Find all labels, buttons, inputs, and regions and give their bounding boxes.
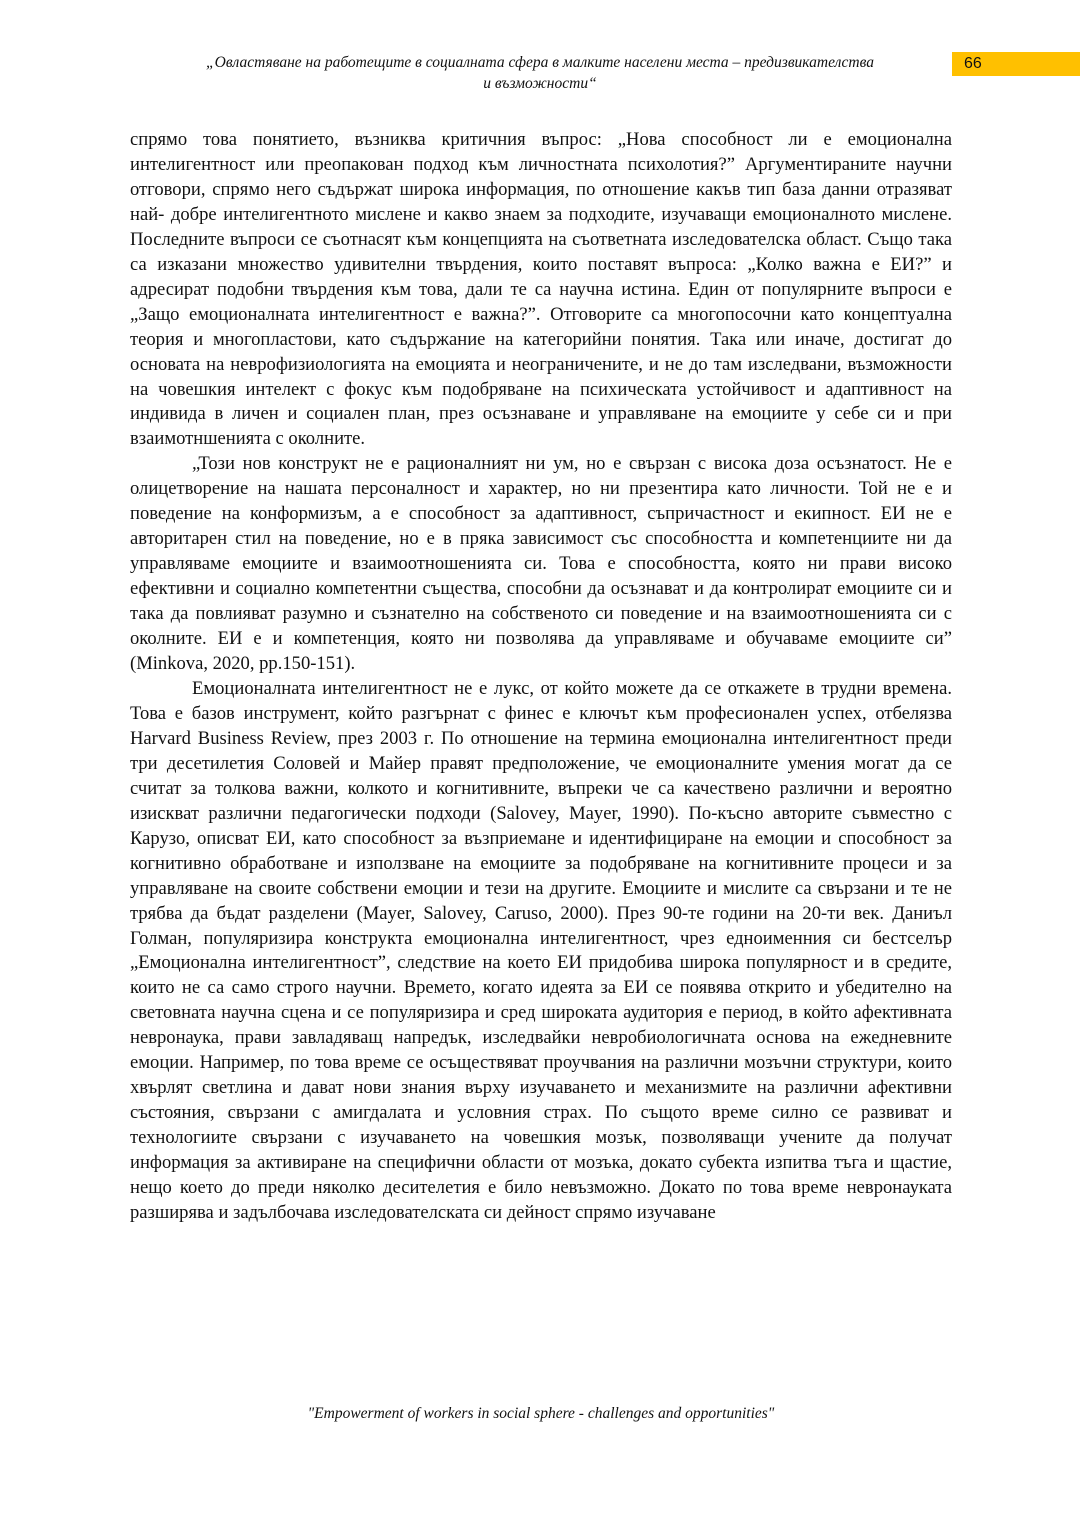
header-title-line-1: „Овластяване на работещите в социалната сфера в малките населени места – предизвикателства — [206, 54, 874, 71]
paragraph-1: спрямо това понятието, възниква критичния въпрос: „Нова способност ли е емоционална интелигентност или преопакован подход към личностната психолотия?” Аргументираните научни отговори, спрямо него съдържат широка информация, по отношение какъв тип база данни отразяват най- добре интелигентното мислене и какво знаем за подходите, изучаващи емоционалното мислене. Последните въпроси се съотнасят към концепцията на съответната изследователска област. Също така са изказани множество удивителни твърдения, които поставят въпроса: „Колко важна е ЕИ?” и адресират подобни твърдения към това, дали те са научна истина. Един от популярните въпроси е „Защо емоционалната интелигентност е важна?”. Отговорите са многопосочни като концептуална теория и многопластови, като съдържание на категорийни понятия. Така или иначе, достигат до основата на неврофизиологията на емоцията и неограничените, и не до там изследвани, възможности на човешкия интелект с фокус към подобряване на психическата устойчивост и адаптивност на индивида в личен и социален план, през осъзнаване и управляване на емоциите у себе си и при взаимотншенията с околните. — [130, 129, 952, 450]
page-number-badge: 66 — [952, 52, 1080, 76]
paragraph-2-quote: „Този нов конструкт не е рационалният ни ум, но е свързан с висока доза осъзнатост. Не е олицетворение на нашата персоналност и характер, но ни презентира като личности. Той не е и поведение на конформизъм, а е способност за адаптивност, съпричастност и екипност. ЕИ не е авторитарен стил на поведение, но е в пряка зависимост със способността и компетенциите ни да управляваме емоциите и взаимоотношенията си. Това е способността, която ни прави високо ефективни и социално компетентни същества, способни да осъзнават и да контролират емоциите си и така да повлияват разумно и съзнателно на собственото си поведение и на взаимоотношенията си с околните. ЕИ е и компетенция, която ни позволява да управляваме и обучаваме емоциите си” (Minkova, 2020, pp.150-151). — [130, 453, 952, 675]
header-title-line-2: и възможности“ — [483, 75, 597, 92]
running-footer: "Empowerment of workers in social sphere - challenges and opportunities" — [307, 1405, 775, 1422]
running-header — [130, 52, 950, 94]
body-text — [130, 128, 952, 1226]
paragraph-3: Емоционалната интелигентност не е лукс, от който можете да се откажете в трудни времена. Това е базов инструмент, който разгърнат с финес е ключът към професионален успех, отбелязва Harvard Business Review, през 2003 г. По отношение на термина емоционална интелигентност преди три десетилетия Соловей и Майер правят предположение, че емоционалните умения могат да се считат за толкова важни, колкото и когнитивните, въпреки че са качествено различни и вероятно изискват различни педагогически подходи (Salovey, Mayer, 1990). По-късно авторите съвместно с Карузо, описват ЕИ, като способност за възприемане и идентифициране на емоции и способност за когнитивно обработване и използване на емоциите за подобряване на когнитивните процеси и за управляване на своите собствени емоции и тези на другите. Емоциите и мислите са свързани и те не трябва да бъдат разделени (Mayer, Salovey, Caruso, 2000). През 90-те години на 20-ти век. Даниъл Голман, популяризира конструкта емоционална интелигентност, чрез едноименния си бестселър „Емоционална интелигентност”, следствие на което ЕИ придобива широка популярност и в средите, които не са само строго научни. Времето, когато идеята за ЕИ се появява открито и убедително на световната научна сцена и се популяризира и сред широката аудитория е период, в който афективната невронаука, прави завладяващ напредък, изследвайки невробиологичната основа на ежедневните емоции. Например, по това време се осъществяват проучвания на различни мозъчни структури, които хвърлят светлина и дават нови знания върху изучаването и механизмите на различни афективни състояния, свързани с амигдалата и условния страх. По същото време силно се развиват и технологиите свързани с изучаването на човешкия мозък, позволяващи учените да получат информация за активиране на специфични области от мозъка, докато субекта изпитва тъга и щастие, нещо което до преди няколко десителетия е било невъзможно. Докато по това време невронауката разширява и задълбочава изследователската си дейност спрямо изучаване — [130, 677, 952, 1223]
